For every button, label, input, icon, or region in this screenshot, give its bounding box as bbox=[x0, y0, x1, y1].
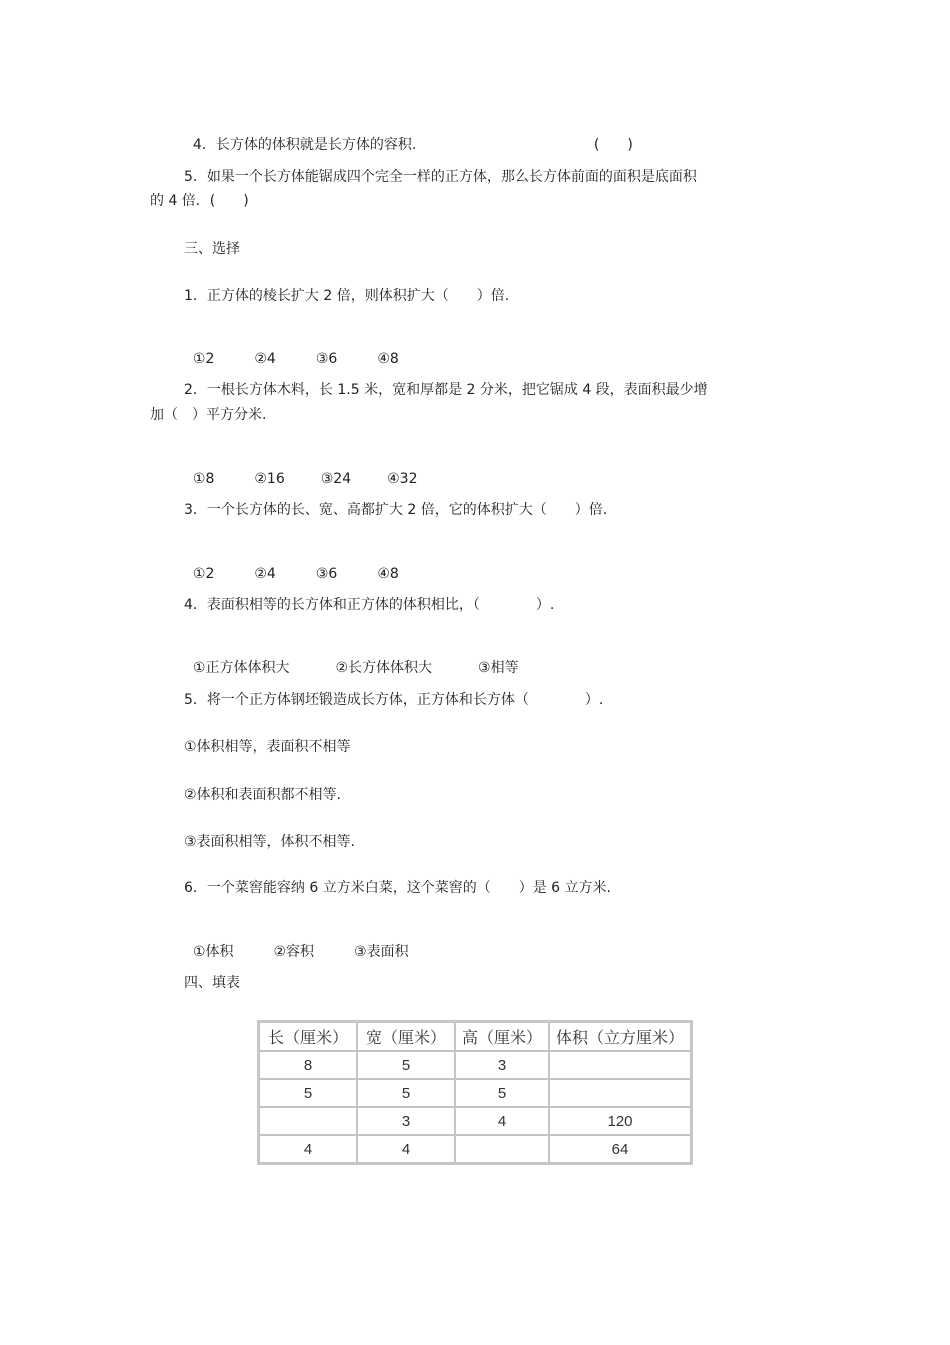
choice-q6-option-3[interactable]: ③表面积 bbox=[354, 944, 409, 960]
choice-q1-option-4[interactable]: ④8 bbox=[377, 351, 399, 367]
choice-q3-option-2[interactable]: ②4 bbox=[254, 566, 276, 582]
table-cell-blank[interactable] bbox=[549, 1051, 691, 1079]
header-height: 高（厘米） bbox=[455, 1022, 549, 1051]
choice-q3-option-3[interactable]: ③6 bbox=[315, 566, 338, 582]
table-cell: 5 bbox=[259, 1079, 357, 1107]
table-cell: 8 bbox=[259, 1051, 357, 1079]
choice-q5-option-2[interactable]: ②体积和表面积都不相等. bbox=[184, 787, 342, 803]
choice-q1-option-1[interactable]: ①2 bbox=[192, 351, 215, 367]
choice-q5-option-1[interactable]: ①体积相等，表面积不相等 bbox=[184, 739, 351, 755]
table-cell: 120 bbox=[549, 1107, 691, 1135]
choice-question-3: 3．一个长方体的长、宽、高都扩大 2 倍，它的体积扩大（ ）倍. bbox=[184, 502, 608, 518]
choice-q3-options bbox=[184, 550, 399, 582]
choice-q4-options bbox=[184, 644, 519, 676]
choice-question-5: 5．将一个正方体钢坯锻造成长方体，正方体和长方体（ ）. bbox=[184, 692, 604, 708]
table-cell: 5 bbox=[357, 1079, 455, 1107]
choice-q3-option-4[interactable]: ④8 bbox=[377, 566, 399, 582]
table-row bbox=[259, 1079, 691, 1107]
header-length: 长（厘米） bbox=[259, 1022, 357, 1051]
table-cell: 4 bbox=[357, 1135, 455, 1163]
fill-in-table bbox=[257, 1020, 693, 1165]
judge-q4-text: 4．长方体的体积就是长方体的容积. bbox=[192, 137, 417, 153]
table-cell: 64 bbox=[549, 1135, 691, 1163]
choice-question-4: 4．表面积相等的长方体和正方体的体积相比，（ ）. bbox=[184, 597, 555, 613]
judge-question-5-line1: 5．如果一个长方体能锯成四个完全一样的正方体，那么长方体前面的面积是底面积 bbox=[184, 169, 697, 185]
choice-q2-option-3[interactable]: ③24 bbox=[320, 471, 352, 487]
section-4-title: 四、填表 bbox=[184, 975, 240, 991]
choice-q2-option-1[interactable]: ①8 bbox=[192, 471, 215, 487]
choice-q6-option-1[interactable]: ①体积 bbox=[192, 944, 234, 960]
table-cell: 5 bbox=[455, 1079, 549, 1107]
table-cell: 4 bbox=[259, 1135, 357, 1163]
header-volume: 体积（立方厘米） bbox=[549, 1022, 691, 1051]
judge-question-5-line2: 的 4 倍．( ) bbox=[150, 193, 249, 209]
choice-q5-option-3[interactable]: ③表面积相等，体积不相等. bbox=[184, 834, 356, 850]
choice-q6-option-2[interactable]: ②容积 bbox=[273, 944, 315, 960]
choice-q2-option-4[interactable]: ④32 bbox=[387, 471, 418, 487]
choice-q4-option-1[interactable]: ①正方体体积大 bbox=[192, 660, 290, 676]
table-cell-blank[interactable] bbox=[259, 1107, 357, 1135]
table-header-row bbox=[259, 1022, 691, 1051]
choice-q4-option-2[interactable]: ②长方体体积大 bbox=[335, 660, 433, 676]
table-row bbox=[259, 1051, 691, 1079]
choice-question-1: 1．正方体的棱长扩大 2 倍，则体积扩大（ ）倍. bbox=[184, 288, 510, 304]
table-row bbox=[259, 1107, 691, 1135]
choice-question-2-line1: 2．一根长方体木料，长 1.5 米，宽和厚都是 2 分米，把它锯成 4 段，表面积最少增 bbox=[184, 382, 708, 398]
choice-q2-option-2[interactable]: ②16 bbox=[254, 471, 285, 487]
choice-question-6: 6．一个菜窖能容纳 6 立方米白菜，这个菜窖的（ ）是 6 立方米. bbox=[184, 880, 611, 896]
table-cell: 5 bbox=[357, 1051, 455, 1079]
choice-q6-options bbox=[184, 928, 409, 960]
table-cell: 3 bbox=[455, 1051, 549, 1079]
choice-q4-option-3[interactable]: ③相等 bbox=[478, 660, 519, 676]
choice-q1-option-2[interactable]: ②4 bbox=[254, 351, 276, 367]
section-3-title: 三、选择 bbox=[184, 241, 240, 257]
table-cell-blank[interactable] bbox=[455, 1135, 549, 1163]
table-cell: 4 bbox=[455, 1107, 549, 1135]
header-width: 宽（厘米） bbox=[357, 1022, 455, 1051]
choice-question-2-line2: 加（ ）平方分米. bbox=[150, 407, 267, 423]
table-cell: 3 bbox=[357, 1107, 455, 1135]
choice-q2-options bbox=[184, 455, 418, 487]
judge-q4-answer-blank[interactable]: ( ) bbox=[593, 137, 633, 153]
choice-q1-option-3[interactable]: ③6 bbox=[315, 351, 338, 367]
choice-q3-option-1[interactable]: ①2 bbox=[192, 566, 215, 582]
table-row bbox=[259, 1135, 691, 1163]
judge-question-4 bbox=[184, 121, 416, 153]
choice-q1-options bbox=[184, 335, 399, 367]
table-cell-blank[interactable] bbox=[549, 1079, 691, 1107]
